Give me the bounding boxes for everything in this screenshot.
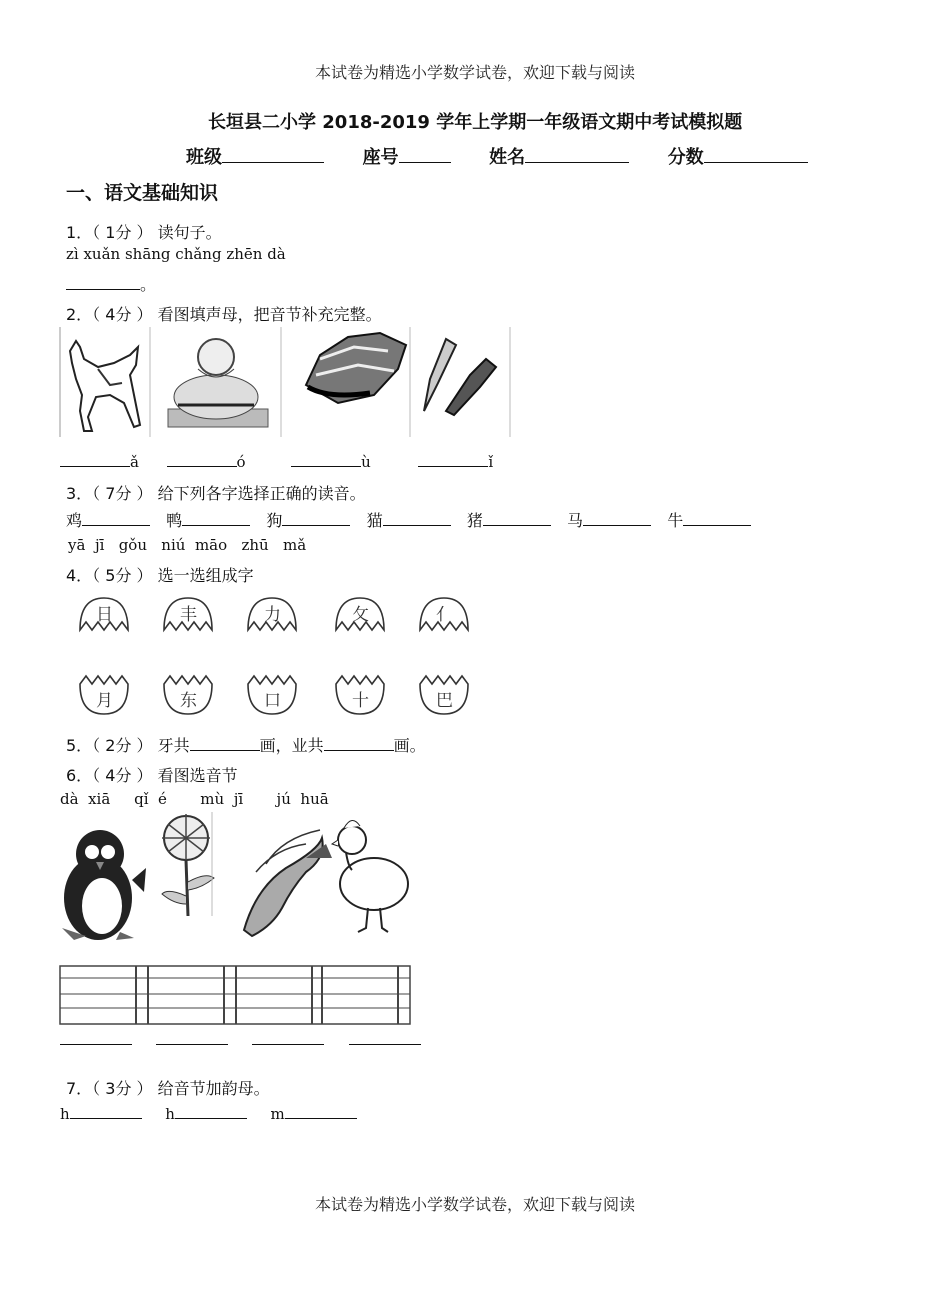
q1-period: 。 (140, 275, 157, 294)
q1-blank[interactable] (66, 275, 140, 290)
header-note: 本试卷为精选小学数学试卷，欢迎下载与阅读 (314, 63, 635, 82)
class-label: 班级 (186, 147, 222, 168)
q3-char-1: 鸡 (66, 511, 83, 530)
q7-initial-2: h (165, 1105, 175, 1123)
q3-char-5: 猪 (466, 511, 483, 530)
q2-blank-3[interactable] (291, 452, 361, 467)
hen-picture (332, 820, 408, 932)
q2-final-1: ǎ (130, 453, 139, 471)
q2-text: 看图填声母，把音节补充完整。 (157, 305, 382, 324)
q2-prefix: 2．（ 4分 ） (66, 305, 153, 324)
egg-top-char-1[interactable]: 日 (96, 605, 113, 625)
footer-note: 本试卷为精选小学数学试卷，欢迎下载与阅读 (314, 1195, 635, 1214)
score-blank[interactable] (704, 148, 808, 163)
egg-bottom-char-1[interactable]: 月 (96, 691, 113, 711)
q7-initial-1: h (60, 1105, 70, 1123)
q2-final-3: ù (361, 453, 371, 471)
horse-picture (60, 327, 150, 437)
q3-blank-3[interactable] (282, 511, 350, 526)
q1-text: 读句子。 (157, 223, 222, 242)
q7-line (66, 1076, 270, 1099)
q3-char-4: 猫 (366, 511, 383, 530)
q7-initial-3: m (270, 1105, 285, 1123)
seat-label: 座号 (362, 147, 399, 168)
q2-line (66, 302, 382, 325)
q4-text: 选一选组成字 (157, 566, 254, 585)
seat-blank[interactable] (399, 148, 451, 163)
q1-answer-line (66, 272, 156, 295)
q1-line (66, 220, 222, 243)
q5-prefix: 5．（ 2分 ） (66, 736, 153, 755)
q3-prefix: 3．（ 7分 ） (66, 484, 153, 503)
q3-blank-6[interactable] (583, 511, 651, 526)
q3-char-6: 马 (567, 511, 584, 530)
q6-prefix: 6．（ 4分 ） (66, 766, 153, 785)
q2-blank-4[interactable] (418, 452, 488, 467)
q2-final-4: ǐ (488, 453, 494, 471)
q3-char-7: 牛 (667, 511, 684, 530)
q6-text: 看图选音节 (157, 766, 238, 785)
q5-blank-1[interactable] (190, 736, 260, 751)
chrysanthemum-picture (162, 812, 214, 916)
class-blank[interactable] (222, 148, 324, 163)
q3-blank-5[interactable] (483, 511, 551, 526)
penguin-picture (62, 830, 146, 940)
q1-prefix: 1．（ 1分 ） (66, 223, 153, 242)
shrimp-picture (244, 830, 332, 936)
rock-picture (306, 327, 410, 437)
info-line (186, 143, 808, 169)
egg-bottom-char-4[interactable]: 十 (352, 691, 369, 711)
q6-line (66, 763, 238, 786)
q2-pictures (58, 325, 513, 440)
q2-answers (60, 452, 493, 471)
q7-prefix: 7．（ 3分 ） (66, 1079, 153, 1098)
q7-blank-2[interactable] (175, 1104, 247, 1119)
q7-answers (60, 1104, 357, 1123)
q3-blank-1[interactable] (82, 511, 150, 526)
q5-text-c: 画。 (393, 736, 426, 755)
egg-top-char-3[interactable]: 力 (264, 605, 281, 625)
egg-bottom-char-5[interactable]: 巴 (436, 691, 453, 711)
q2-blank-1[interactable] (60, 452, 130, 467)
q3-line (66, 481, 366, 504)
egg-top-char-4[interactable]: 攵 (352, 605, 369, 625)
q3-blank-7[interactable] (683, 511, 751, 526)
q4-line (66, 563, 254, 586)
q3-char-2: 鸭 (166, 511, 183, 530)
q3-pinyin: yā jī gǒu niú māo zhū mǎ (68, 536, 307, 554)
q5-text-a: 牙共 (157, 736, 190, 755)
egg-bottom-char-3[interactable]: 口 (264, 691, 281, 711)
q2-blank-2[interactable] (167, 452, 237, 467)
q6-pictures (56, 808, 416, 948)
q7-blank-3[interactable] (285, 1104, 357, 1119)
q3-blank-4[interactable] (383, 511, 451, 526)
q6-blank-1[interactable] (60, 1030, 132, 1045)
q4-prefix: 4．（ 5分 ） (66, 566, 153, 585)
q2-final-2: ó (236, 453, 246, 471)
q1-pinyin: zì xuǎn shāng chǎng zhēn dà (66, 245, 286, 263)
q6-writing-grid (58, 963, 414, 1027)
section-title: 一、语文基础知识 (66, 182, 219, 204)
egg-top-char-5[interactable]: 亻 (436, 605, 453, 625)
q6-blank-2[interactable] (156, 1030, 228, 1045)
q3-chars (66, 508, 751, 531)
q7-text: 给音节加韵母。 (157, 1079, 270, 1098)
q6-blank-3[interactable] (252, 1030, 324, 1045)
q3-char-3: 狗 (266, 511, 283, 530)
q6-answer-lines (60, 1030, 421, 1049)
buddha-picture (168, 327, 281, 437)
q5-text-b: 画，业共 (259, 736, 324, 755)
q3-blank-2[interactable] (182, 511, 250, 526)
score-label: 分数 (667, 147, 704, 168)
q5-line (66, 733, 426, 756)
pen-picture (424, 327, 510, 437)
q3-text: 给下列各字选择正确的读音。 (157, 484, 366, 503)
q7-blank-1[interactable] (70, 1104, 142, 1119)
egg-bottom-char-2[interactable]: 东 (180, 691, 197, 711)
name-blank[interactable] (525, 148, 629, 163)
q5-blank-2[interactable] (324, 736, 394, 751)
name-label: 姓名 (489, 147, 526, 168)
exam-title: 长垣县二小学 2018-2019 学年上学期一年级语文期中考试模拟题 (208, 112, 743, 133)
egg-top-char-2[interactable]: 丰 (180, 605, 197, 625)
q6-blank-4[interactable] (349, 1030, 421, 1045)
q6-pinyin: dà xiā qǐ é mù jī jú huā (60, 790, 329, 808)
